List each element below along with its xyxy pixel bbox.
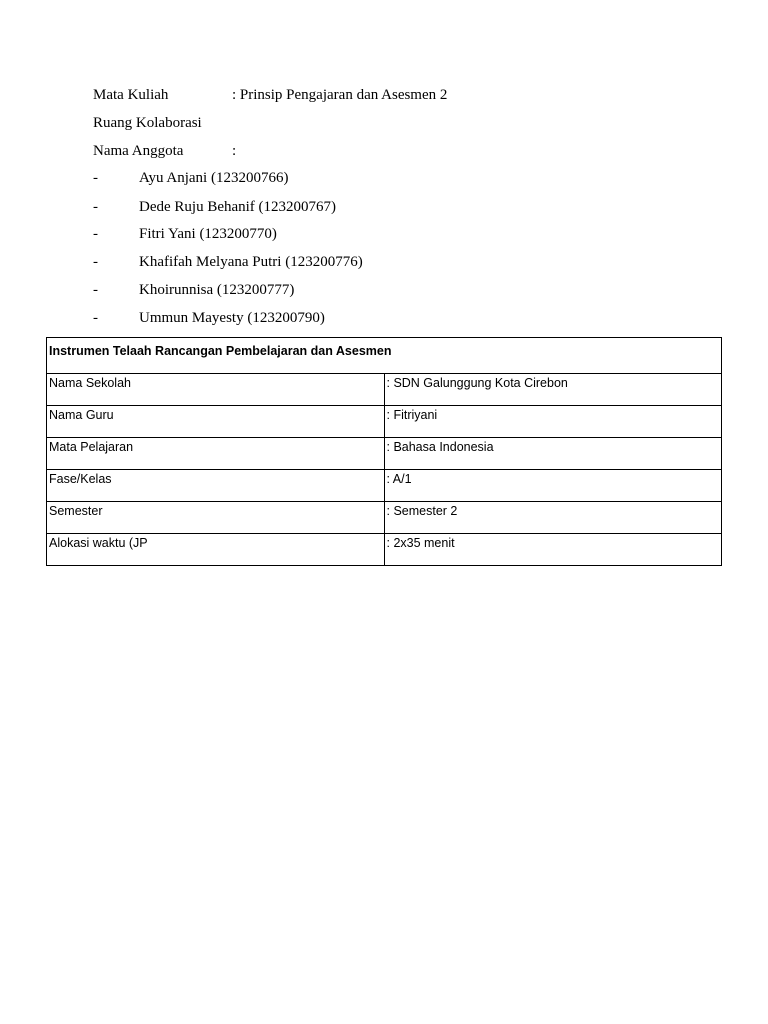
table-cell-key: Nama Guru [47, 406, 385, 438]
members-colon: : [232, 143, 237, 159]
table-header-row [47, 338, 722, 374]
table-cell-key: Nama Sekolah [47, 374, 385, 406]
table-cell-value: : Bahasa Indonesia [384, 438, 722, 470]
table-cell-value: : SDN Galunggung Kota Cirebon [384, 374, 722, 406]
member-dash: - [93, 170, 98, 186]
table-cell-key: Mata Pelajaran [47, 438, 385, 470]
table-row [47, 470, 722, 502]
table-row [47, 438, 722, 470]
member-dash: - [93, 199, 98, 215]
table-row [47, 502, 722, 534]
table-row [47, 406, 722, 438]
member-name: Khoirunnisa (123200777) [139, 282, 295, 298]
course-value: : Prinsip Pengajaran dan Asesmen 2 [232, 87, 448, 103]
table-cell-key: Fase/Kelas [47, 470, 385, 502]
course-label: Mata Kuliah [93, 87, 169, 103]
member-name: Ummun Mayesty (123200790) [139, 310, 325, 326]
room-label: Ruang Kolaborasi [93, 115, 202, 131]
table-cell-key: Semester [47, 502, 385, 534]
member-dash: - [93, 282, 98, 298]
table-cell-value: : A/1 [384, 470, 722, 502]
member-name: Dede Ruju Behanif (123200767) [139, 199, 337, 215]
table-cell-value: : Semester 2 [384, 502, 722, 534]
members-label: Nama Anggota [93, 143, 184, 159]
table-cell-value: : Fitriyani [384, 406, 722, 438]
table-row [47, 534, 722, 566]
instrument-table [46, 337, 722, 566]
member-dash: - [93, 226, 98, 242]
member-name: Ayu Anjani (123200766) [139, 170, 289, 186]
member-name: Khafifah Melyana Putri (123200776) [139, 254, 363, 270]
table-cell-key: Alokasi waktu (JP [47, 534, 385, 566]
table-cell-value: : 2x35 menit [384, 534, 722, 566]
member-name: Fitri Yani (123200770) [139, 226, 277, 242]
member-dash: - [93, 310, 98, 326]
table-row [47, 374, 722, 406]
table-title: Instrumen Telaah Rancangan Pembelajaran dan Asesmen [47, 338, 722, 374]
member-dash: - [93, 254, 98, 270]
